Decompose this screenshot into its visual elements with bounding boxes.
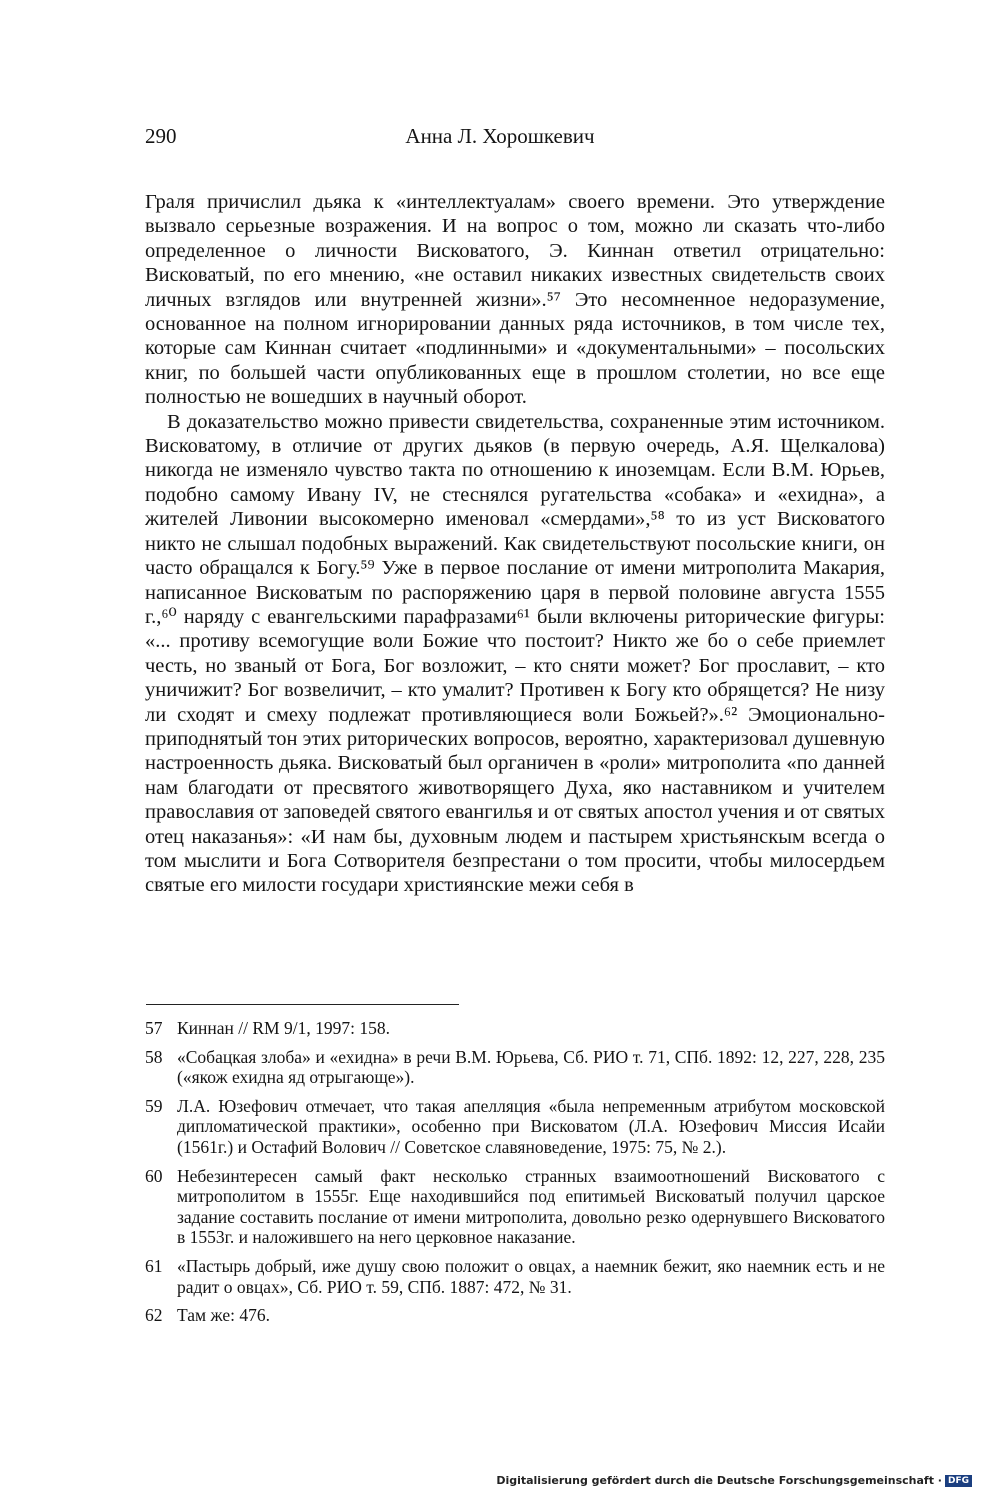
footnote-text: Там же: 476.: [177, 1305, 270, 1326]
footnote: [145, 1047, 885, 1088]
footnote: [145, 1166, 885, 1248]
dfg-logo: DFG: [945, 1475, 972, 1487]
footnote: [145, 1018, 885, 1039]
paragraph: В доказательство можно привести свидетельства, сохраненные этим источником. Висковатому, в отличие от других дьяков (в первую очередь, А.Я. Щелкалова) никогда не изменяло чувство такта по отношению к иноземцам. Если В.М. Юрьев, подобно самому Ивану IV, не стеснялся ругательства «собака» и «ехидна», а жителей Ливонии высокомерно именовал «смердами»,⁵⁸ то из уст Висковатого никто не слышал подобных выражений. Как свидетельствуют посольские книги, он часто обращался к Богу.⁵⁹ Уже в первое послание от имени митрополита Макария, написанное Висковатым по распоряжению царя в первой половине августа 1555 г.,⁶⁰ наряду с евангельскими парафразами⁶¹ были включены риторические фигуры: «... противу всемогущие воли Божие что постоит? Никто же бо о себе приемлет честь, но званый от Бога, Бог возложит, – кто сняти может? Бог прославит, – кто уничижит? Бог возвеличит, – кто умалит? Противен к Богу кто обрящется? Не низу ли сходят и смеху подлежат противляющиеся воли Божьей?».⁶² Эмоционально-приподнятый тон этих риторических вопросов, вероятно, характеризовал душевную настроенность дьяка. Висковатый был органичен в «роли» митрополита «по данней нам благодати от пресвятого животворящего Духа, яко наставником и учителем православия от заповедей святого евангилья и от святых апостол учения и от святых отец наказанья»: «И нам бы, духовным людем и пастырем христьянскым всегда о том мыслити и Бога Сотворителя безпрестани о том просити, чтобы милосердьем святые его милости государи християнские межи себя в: [145, 410, 885, 897]
footnote-number: 57: [145, 1018, 163, 1038]
footnote: [145, 1096, 885, 1158]
running-head: Анна Л. Хорошкевич: [405, 124, 595, 148]
footnote-number: 61: [145, 1255, 163, 1276]
footnote-text: Л.А. Юзефович отмечает, что такая апелляция «была непременным атрибутом московской дипломатической практики», особенно при Висковатом (Л.А. Юзефович Миссия Исайи (1561г.) и Остафий Волович // Советское славяноведение, 1975: 75, № 2.).: [177, 1095, 885, 1157]
footnote-text: «Пастырь добрый, иже душу свою положит о овцах, а наемник бежит, яко наемник есть и не радит о овцах», Сб. РИО т. 59, СПб. 1887: 472, № 31.: [177, 1255, 885, 1297]
footnote-number: 59: [145, 1095, 163, 1116]
footnote-number: 58: [145, 1046, 163, 1067]
footnote-number: 62: [145, 1305, 163, 1326]
footnote-text: Киннан // RM 9/1, 1997: 158.: [177, 1018, 390, 1038]
scan-credit-text: Digitalisierung gefördert durch die Deutsche Forschungsgemeinschaft ·: [496, 1474, 942, 1487]
scan-credit: [496, 1474, 972, 1487]
footnotes: [145, 1018, 885, 1334]
paragraph: Граля причислил дьяка к «интеллектуалам» своего времени. Это утверждение вызвало серьезные возражения. И на вопрос о том, можно ли сказать что-либо определенное о личности Висковатого, Э. Киннан ответил отрицательно: Висковатый, по его мнению, «не оставил никаких известных свидетельств своих личных взглядов или внутренней жизни».⁵⁷ Это несомненное недоразумение, основанное на полном игнорировании данных ряда источников, в том числе тех, которые сам Киннан считает «подлинными» и «документальными» – посольских книг, по большей части опубликованных еще в прошлом столетии, но все еще полностью не вошедших в научный оборот.: [145, 191, 885, 409]
footnote-number: 60: [145, 1165, 163, 1186]
page-number: 290: [145, 124, 177, 148]
footnote-rule: [146, 1004, 459, 1005]
footnote: [145, 1256, 885, 1297]
body-text: [145, 190, 885, 898]
footnote: [145, 1305, 885, 1326]
footnote-text: «Собацкая злоба» и «ехидна» в речи В.М. Юрьева, Сб. РИО т. 71, СПб. 1892: 12, 227, 228, 235 («якож ехидна яд отрыгающе»).: [177, 1046, 885, 1088]
footnote-text: Небезинтересен самый факт несколько странных взаимоотношений Висковатого с митрополитом в 1555г. Еще находившийся под епитимьей Висковатый получил царское задание составить послание от имени митрополита, довольно резко одернувшего Висковатого в 1553г. и наложившего на него церковное наказание.: [177, 1165, 885, 1248]
